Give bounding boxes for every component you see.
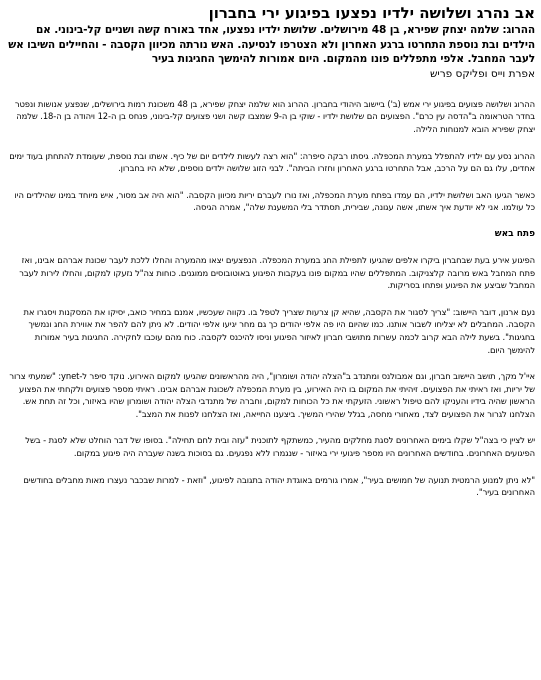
article-subheadline: ההרוג: שלמה יצחק שפירא, בן 48 מירושלים. שלושת ילדיו נפצעו, אחד באורח קשה ושניים קל-בינוני. אם הילדים ובת נוספת התחרטו ברגע האחרון ולא הצטרפו לנסיעה. האש נורתה מכיוון הקסבה - והחיילים השיבו אש לעבר המחבל. אלפי מתפללים פונו מהמקום. היום אמורות להימשך החגיגות בעיר bbox=[8, 24, 535, 66]
paragraph-3: כאשר הגיעו האב ושלושת ילדיו, הם עמדו בפתח מערת המכפלה, ואז נורו לעברם יריות מכיוון הקסבה. "הוא היה אב מסור, איש מיוחד במינו שהילדים היו כל עולמו. אני לא יודעת איך אשתו, אשה עגונה, שבירית, תסתדר בלי המשענת שלה", אמרה הגיסה. bbox=[14, 189, 535, 213]
paragraph-1: ההרוג ושלושה פצועים בפיגוע ירי אמש (ב') ביישוב היהודי בחברון. ההרוג הוא שלמה יצחק שפירא, בן 48 משכונת רמות בירושלים, שנפצע אנושות ונפטר בחדר הטראומה ב"הדסה עין כרם". הפצועים הם שלושת ילדיו - שוקי בן ה-9 שמצבו קשה ושני פצועים קל-בינוני, פנחס בן ה-12 ויהודה בן ה-18. שלמה יצחק שפירא הובא למנוחות הלילה. bbox=[14, 98, 535, 134]
paragraph-4: הפיגוע אירע בעת שבחברון ביקרו אלפים שהגיעו לתפילת החג במערת המכפלה. הנפצעים יצאו מהמערה והחלו ללכת לעבר שכונת אברהם אבינו, ואז פתח המחבל באש מרובה קלצניקוב. המתפללים שהיו במקום פונו בעקבות הפיגוע באוטובוסים ממוגנים. כוחות צה"ל נזעקו למקום, והחלו לירות לעבר המחבל שביצע את הפיגוע ופתחו בסריקות. bbox=[19, 254, 535, 291]
section-title: פתח באש bbox=[494, 228, 535, 239]
paragraph-6: איי'ל מקך, תושב היישוב חברון, וגם אמבולנס ומתנדב ב"הצלה יהודה ושומרון", היה מהראשונים שהגיעו למקום האירוע. נוקד סיפר ל-ynet: "שמעתי צרור של יריות, ואז ראיתי את הפצועים. זיהיתי את המקום בו היה האירוע, בין מערת המכפלה לשכונת אברהם אבינו. ראיתי מספר פצועים ולקחתי את הפצוע הראשון שהיה בידיו והעניקו להם טיפול ראשוני. הזעקתי את כל הכוחות למקום, וחברה של מתנדבי הצלה יהודה ושומרון שהיו באיזור, וכל זה תחת אש. הצלחנו לגרור את הפצועים לצד, מאחורי מחסה, בגלל שהירי המשיך. ביצענו החייאה, ואז הצלחנו לפנות את המצב". bbox=[9, 371, 535, 419]
article-byline: אפרת וייס ופליקס פריש bbox=[429, 67, 535, 80]
paragraph-7: יש לציין כי בצה"ל שקלו בימים האחרונים לסגת מחלקים מהעיר, כמשתקף לתוכנית "עזה ובית לחם תחילה". בסופו של דבר הוחלט שלא לסגת - בשל הפיגועים האחרונים. בחודשים האחרונים היו מספר פיגועי ירי באיזור - שנגמרו ללא נפגעים. גם בסוכות בשנה שעברה היה פיגוע במקום. bbox=[25, 435, 535, 459]
paragraph-8: "לא ניתן למנוע הרמטית תנועה של חמושים בעיר", אמרו גורמים באוגדת יהודה בתגובה לפיגוע, "וזאת - למרות שבכבר נעצרו מאות מחבלים בחודשים האחרונים בעיר". bbox=[23, 474, 535, 498]
paragraph-2: ההרוג נסע עם ילדיו להתפלל במערת המכפלה. גיסתו רבקה סיפרה: "הוא רצה לעשות לילדים יום של כיף. אשתו ובת נוספת, שעומדת להתחתן בעוד ימים אחדים, עלו גם הם על הרכב, אבל התחרטו ברגע האחרון וחזרו הביתה". לבני הזוג שלושה ילדים נוספים, שלא היו בחברון. bbox=[9, 150, 535, 174]
article-headline: אב נהרג ושלושה ילדיו נפצעו בפיגוע ירי בחברון bbox=[208, 4, 535, 22]
paragraph-5: נעם ארנון, דובר היישוב: "צריך לסגור את הקסבה, שהיא קן צרעות שצריך לטפל בו. נקווה שעכשיו, אמנם במחיר כואב, יסיקו את המסקנות ויסגרו את הקסבה. המחבלים לא יצליחו לשבור אותנו. כמו שהיום היו פה אלפי יהודים כך גם מחר יגיעו אלפי יהודים. לא ניתן להם להפר את אווירת החג ונמשיך בחגיגות". בשעת לילה הבא קרוב לכמה עשרות מתושבי חברון לאיזור הפיגוע וניסו להיכנס לקסבה. כוח מהם עוכבו לחקירה. החגיגות בעיר אמורות להימשך היום. bbox=[23, 306, 535, 355]
